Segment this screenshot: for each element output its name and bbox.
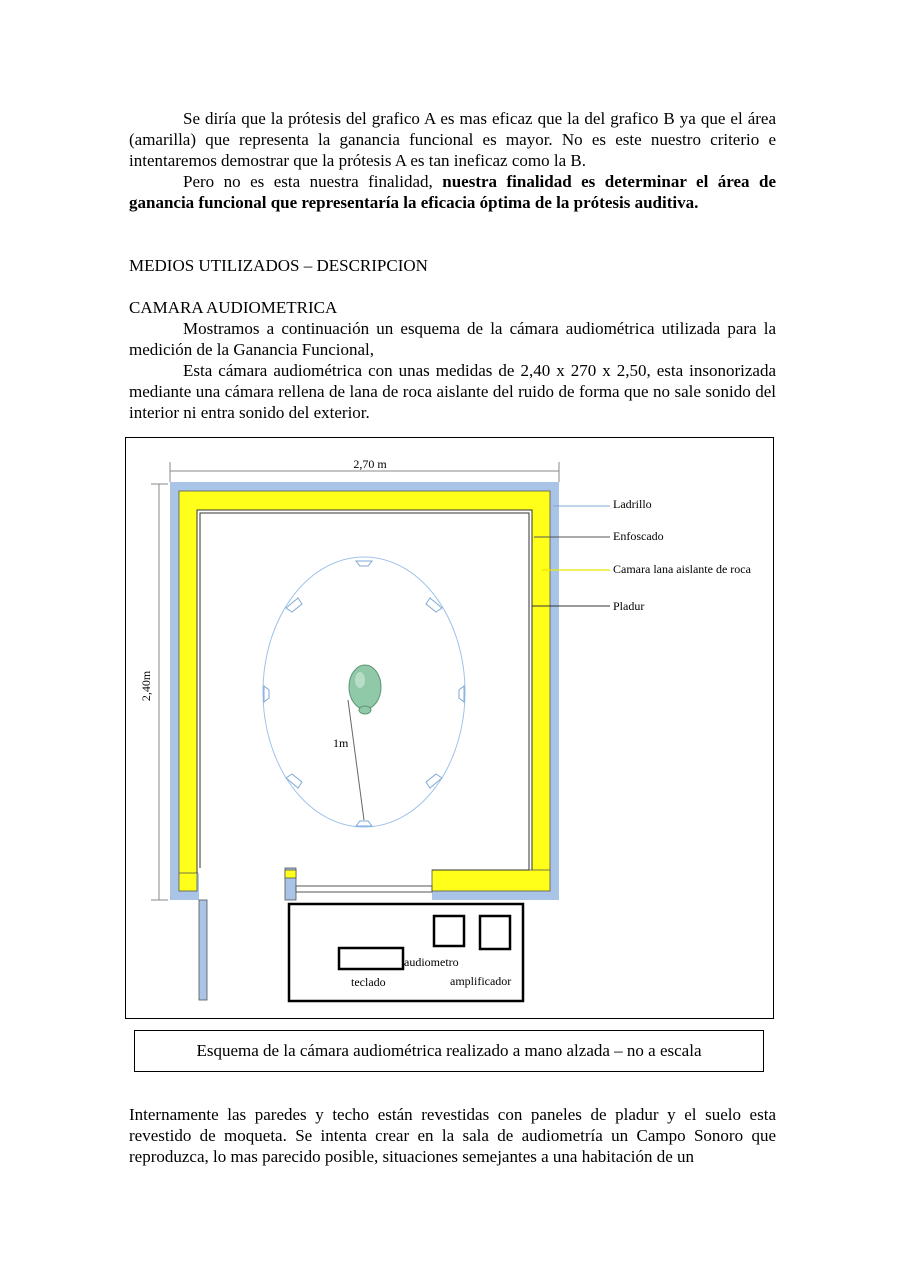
corridor-wall	[199, 900, 207, 1000]
section-heading: MEDIOS UTILIZADOS – DESCRIPCION	[129, 256, 428, 275]
height-dimension	[139, 484, 168, 900]
legend-lana: Camara lana aislante de roca	[613, 562, 751, 576]
closing-section	[129, 1104, 776, 1167]
audiometro-label: audiometro	[404, 955, 459, 969]
wall-stub-right-insulation	[432, 870, 550, 891]
door-panel	[296, 886, 432, 892]
diagram-svg	[126, 438, 773, 1018]
legend-enfoscado: Enfoscado	[613, 529, 664, 543]
intro-paragraph-1: Se diría que la prótesis del grafico A es mas eficaz que la del grafico B ya que el área (amarilla) que representa la ganancia funcional es mayor. No es este nuestro criterio e intentaremos demostrar que la prótesis A es tan ineficaz como la B.	[129, 109, 776, 170]
intro-paragraph-2-bold: nuestra finalidad es determinar el área de ganancia funcional que representaría la eficacia óptima de la prótesis auditiva.	[129, 172, 776, 212]
door-gap	[198, 868, 432, 902]
camara-diagram	[125, 437, 774, 1019]
control-room	[289, 904, 523, 1001]
legend	[532, 497, 752, 613]
camara-paragraph-2: Esta cámara audiométrica con unas medidas de 2,40 x 270 x 2,50, esta insonorizada mediante una cámara rellena de lana de roca aislante del ruido de forma que no sale sonido del interior ni entra sonido del exterior.	[129, 361, 776, 422]
figure-caption: Esquema de la cámara audiométrica realizado a mano alzada – no a escala	[134, 1030, 764, 1072]
camara-paragraph-1: Mostramos a continuación un esquema de la cámara audiométrica utilizada para la medición de la Ganancia Funcional,	[129, 319, 776, 359]
teclado-label: teclado	[351, 975, 386, 989]
camara-section	[129, 318, 776, 423]
legend-ladrillo: Ladrillo	[613, 497, 652, 511]
width-dimension	[170, 457, 559, 482]
wall-stub-left-insulation	[179, 873, 197, 891]
intro-section	[129, 108, 776, 213]
amplificador-label: amplificador	[450, 974, 512, 988]
intro-paragraph-2-normal: Pero no es esta nuestra finalidad,	[183, 172, 443, 191]
audiometro-unit	[434, 916, 464, 946]
subsection-heading: CAMARA AUDIOMETRICA	[129, 298, 338, 317]
teclado-unit	[339, 948, 403, 969]
amplificador-unit	[480, 916, 510, 949]
radius-label: 1m	[333, 736, 349, 750]
height-label: 2,40m	[139, 670, 153, 702]
width-label: 2,70 m	[353, 457, 387, 471]
closing-paragraph: Internamente las paredes y techo están revestidas con paneles de pladur y el suelo esta revestido de moqueta. Se intenta crear en la sala de audiometría un Campo Sonoro que reproduzca, lo mas parecido posible, situaciones semejantes a una habitación de un	[129, 1105, 776, 1166]
intro-paragraph-2	[129, 171, 776, 213]
legend-pladur: Pladur	[613, 599, 645, 613]
